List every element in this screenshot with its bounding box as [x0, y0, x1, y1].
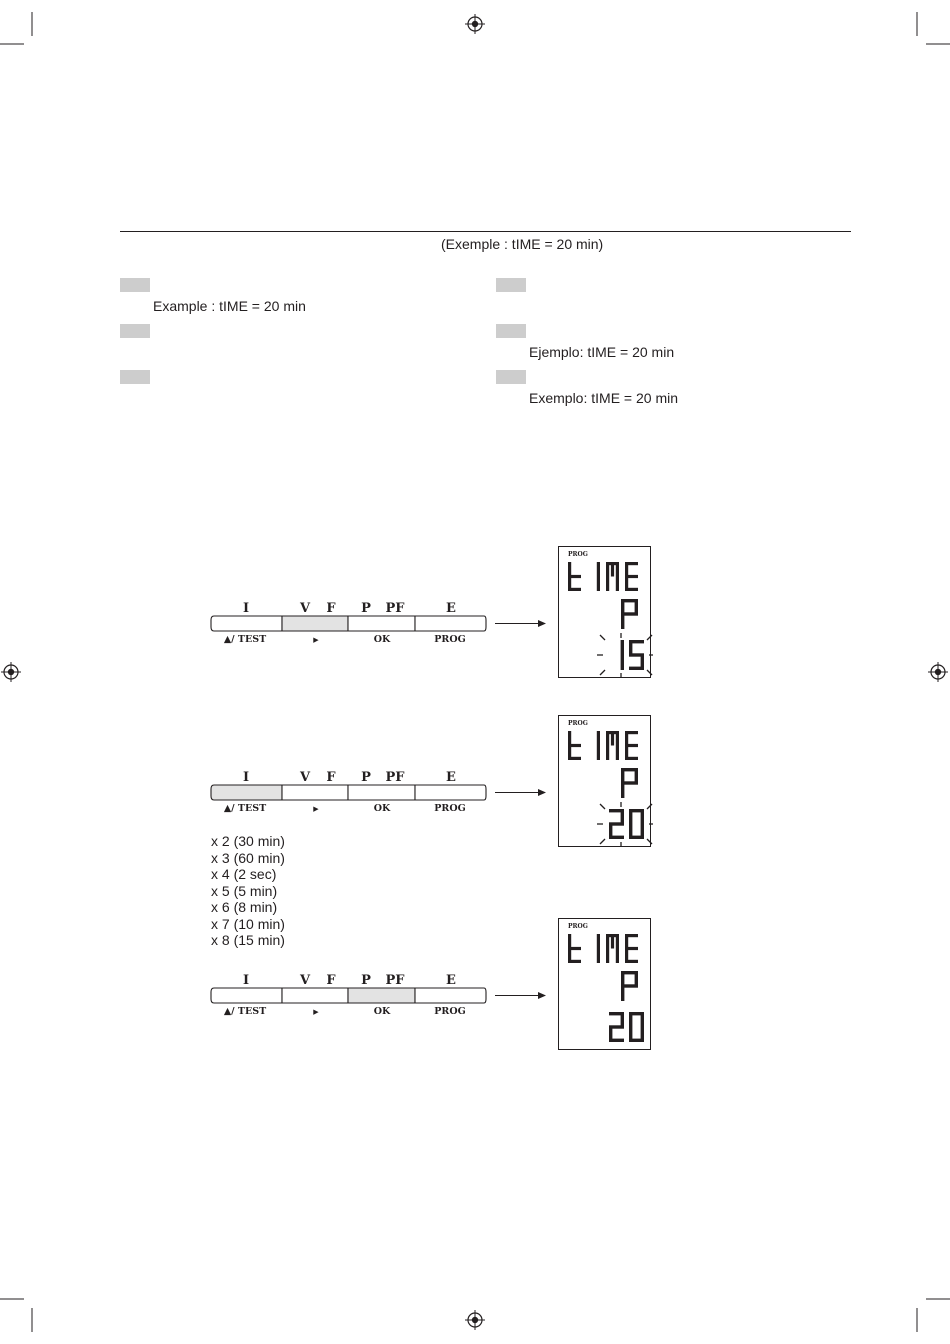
key-right-arrow-button[interactable]: [282, 785, 348, 800]
lcd-segment: [568, 562, 571, 577]
header-rule: [120, 231, 851, 232]
lang-box-en: [120, 278, 150, 292]
lcd-segment: [606, 746, 609, 761]
keypad-top-label-p: P: [361, 770, 371, 785]
lcd-segment: [629, 1012, 632, 1027]
lcd-segment: [621, 809, 624, 824]
lcd-segment: [621, 783, 624, 798]
lcd-segment: [621, 640, 624, 655]
registration-mark-top: [465, 14, 485, 34]
key-prog-button[interactable]: [415, 988, 486, 1003]
lcd-prog-indicator: PROG: [568, 923, 588, 930]
keypad-bottom-label: ▶: [313, 1007, 319, 1016]
lcd-segment: [629, 667, 644, 670]
keypad-top-label-v: V: [299, 973, 311, 988]
lcd-segment: [606, 562, 609, 577]
keypad-bottom-label: ▲/ TEST: [223, 634, 267, 645]
lcd-segment: [597, 746, 600, 761]
registration-mark-right: [928, 662, 948, 682]
arrow-head-icon: [538, 620, 546, 627]
lcd-segment: [625, 947, 638, 950]
keypad-top-label-e: E: [446, 973, 456, 988]
press-count-list: [211, 833, 285, 949]
lcd-segment: [629, 653, 644, 656]
lang-box-es: [496, 324, 526, 338]
lcd-segment: [609, 822, 624, 825]
lcd-prog-indicator: PROG: [568, 720, 588, 727]
lcd-segment: [568, 949, 571, 964]
keypad-top-label-pf: PF: [385, 770, 405, 785]
lcd-segment: [641, 809, 644, 824]
press-count-item: x 6 (8 min): [211, 899, 278, 915]
keypad-step-1: [205, 598, 550, 646]
lcd-display-step-3: [558, 918, 651, 1050]
keypad-top-label-e: E: [446, 601, 456, 616]
key-prog-button[interactable]: [415, 785, 486, 800]
lcd-segment: [625, 731, 628, 746]
lcd-segment: [621, 781, 638, 784]
keypad-bottom-label: PROG: [434, 803, 466, 814]
lcd-segment: [616, 731, 619, 746]
example-fr: (Exemple : tIME = 20 min): [441, 236, 604, 252]
lcd-segment: [625, 744, 638, 747]
lcd-segment: [629, 824, 632, 839]
press-count-item: x 2 (30 min): [211, 833, 285, 849]
arrow-head-icon: [538, 789, 546, 796]
lcd-segment: [597, 934, 600, 949]
keypad-top-label-v: V: [299, 601, 311, 616]
keypad-step-2: [205, 767, 550, 815]
lcd-segment: [609, 824, 612, 839]
press-count-item: x 8 (15 min): [211, 932, 285, 948]
lcd-segment: [597, 949, 600, 964]
example-en: Example : tIME = 20 min: [153, 298, 306, 314]
keypad-top-label-v: V: [299, 770, 311, 785]
keypad-top-label-e: E: [446, 770, 456, 785]
keypad-top-label-i: I: [242, 770, 250, 785]
lcd-segment: [621, 1012, 624, 1027]
key-up-test-button[interactable]: [211, 616, 282, 631]
arrow-head-icon: [538, 992, 546, 999]
lcd-segment: [629, 1027, 632, 1042]
key-ok-button[interactable]: [348, 616, 415, 631]
keypad-top-label-i: I: [242, 973, 250, 988]
keypad-step-3: [205, 970, 550, 1018]
lcd-segment: [568, 947, 581, 950]
lcd-segment: [635, 971, 638, 986]
lcd-segment: [621, 986, 624, 1001]
keypad-bottom-label: OK: [373, 1006, 391, 1017]
lcd-segment: [621, 984, 638, 987]
registration-mark-bottom: [465, 1310, 485, 1330]
lcd-segment: [611, 731, 614, 746]
lcd-segment: [616, 934, 619, 949]
lcd-segment: [616, 562, 619, 577]
lcd-segment: [629, 640, 632, 655]
key-ok-button[interactable]: [348, 988, 415, 1003]
lcd-segment: [625, 934, 628, 949]
lcd-segment: [568, 744, 581, 747]
lcd-segment: [621, 768, 624, 783]
key-up-test-button[interactable]: [211, 988, 282, 1003]
lcd-display-step-2: [558, 715, 651, 847]
key-right-arrow-button[interactable]: [282, 616, 348, 631]
lcd-segment: [641, 1012, 644, 1027]
keypad-top-label-f: F: [326, 973, 336, 988]
press-count-item: x 5 (5 min): [211, 882, 278, 899]
press-count-item: x 4 (2 sec): [211, 866, 277, 882]
keypad-top-label-p: P: [361, 973, 371, 988]
press-count-item: x 3 (60 min): [211, 849, 285, 866]
lang-box-de: [120, 324, 150, 338]
lcd-segment: [629, 809, 632, 824]
lcd-display-step-1: [558, 546, 651, 678]
keypad-top-label-i: I: [242, 601, 250, 616]
lcd-segment: [611, 562, 614, 577]
lcd-segment: [616, 577, 619, 592]
lcd-segment: [597, 577, 600, 592]
keypad-bottom-label: ▶: [313, 635, 319, 644]
keypad-bottom-label: ▶: [313, 804, 319, 813]
key-up-test-button[interactable]: [211, 785, 282, 800]
lcd-segment: [568, 731, 571, 746]
lcd-segment: [568, 575, 581, 578]
key-prog-button[interactable]: [415, 616, 486, 631]
lcd-segment: [616, 949, 619, 964]
example-es: Ejemplo: tIME = 20 min: [529, 344, 675, 360]
keypad-bottom-label: PROG: [434, 1006, 466, 1017]
key-right-arrow-button[interactable]: [282, 988, 348, 1003]
lcd-segment: [621, 971, 624, 986]
lcd-segment: [609, 1025, 624, 1028]
lcd-segment: [597, 562, 600, 577]
lcd-segment: [568, 746, 571, 761]
lcd-segment: [609, 1027, 612, 1042]
lcd-segment: [606, 934, 609, 949]
lcd-segment: [606, 577, 609, 592]
keypad-bottom-label: ▲/ TEST: [223, 803, 267, 814]
keypad-top-label-f: F: [326, 770, 336, 785]
lcd-segment: [621, 614, 624, 629]
lcd-segment: [625, 562, 628, 577]
keypad-bottom-label: PROG: [434, 634, 466, 645]
lcd-segment: [621, 599, 624, 614]
lcd-segment: [625, 746, 628, 761]
example-pt: Exemplo: tIME = 20 min: [529, 390, 679, 406]
press-count-item: x 7 (10 min): [211, 915, 285, 932]
lang-box-it: [120, 370, 150, 384]
lcd-segment: [635, 599, 638, 614]
lcd-segment: [635, 768, 638, 783]
keypad-top-label-f: F: [326, 601, 336, 616]
keypad-top-label-p: P: [361, 601, 371, 616]
lcd-segment: [606, 949, 609, 964]
lcd-segment: [616, 746, 619, 761]
keypad-bottom-label: ▲/ TEST: [223, 1006, 267, 1017]
lang-box-pt: [496, 370, 526, 384]
lcd-segment: [568, 577, 571, 592]
lcd-segment: [621, 612, 638, 615]
lcd-segment: [621, 655, 624, 670]
keypad-top-label-pf: PF: [385, 601, 405, 616]
keypad-bottom-label: OK: [373, 803, 391, 814]
registration-mark-left: [1, 662, 21, 682]
lcd-segment: [625, 577, 628, 592]
key-ok-button[interactable]: [348, 785, 415, 800]
keypad-top-label-pf: PF: [385, 973, 405, 988]
keypad-bottom-label: OK: [373, 634, 391, 645]
lcd-prog-indicator: PROG: [568, 551, 588, 558]
lcd-segment: [625, 949, 628, 964]
lcd-segment: [625, 575, 638, 578]
lcd-segment: [568, 934, 571, 949]
lang-box-nl: [496, 278, 526, 292]
lcd-segment: [606, 731, 609, 746]
lcd-segment: [597, 731, 600, 746]
lcd-segment: [611, 934, 614, 949]
